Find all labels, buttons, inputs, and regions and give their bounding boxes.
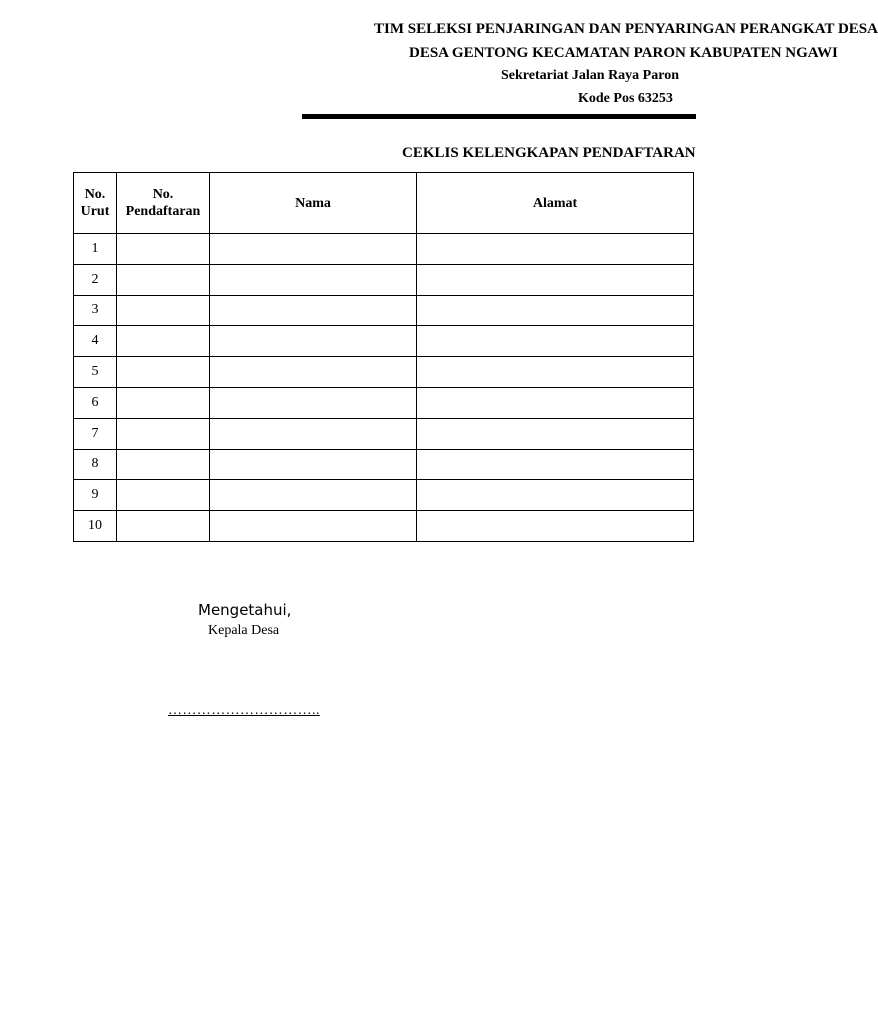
cell-no-pendaftaran: [117, 480, 210, 511]
table-row: [74, 357, 694, 388]
header-no-pendaftaran: [117, 173, 210, 234]
document-title-area: [300, 142, 694, 164]
cell-no-pendaftaran: [117, 357, 210, 388]
cell-nama: [210, 511, 417, 542]
cell-nama: [210, 480, 417, 511]
cell-alamat: [417, 295, 694, 326]
header-alamat: Alamat: [417, 173, 694, 234]
cell-nama: [210, 295, 417, 326]
cell-alamat: [417, 449, 694, 480]
header-no-pendaftaran-line2: Pendaftaran: [125, 204, 201, 219]
table-row: [74, 511, 694, 542]
table-row: [74, 480, 694, 511]
table-row: [74, 387, 694, 418]
cell-no-urut: 9: [74, 480, 117, 511]
cell-alamat: [417, 326, 694, 357]
cell-no-urut: 5: [74, 357, 117, 388]
cell-nama: [210, 449, 417, 480]
cell-no-pendaftaran: [117, 511, 210, 542]
cell-no-pendaftaran: [117, 234, 210, 265]
cell-alamat: [417, 264, 694, 295]
cell-nama: [210, 357, 417, 388]
registration-checklist-table: [73, 172, 694, 542]
cell-no-pendaftaran: [117, 295, 210, 326]
cell-alamat: [417, 480, 694, 511]
letterhead: [300, 16, 878, 126]
table-row: [74, 418, 694, 449]
cell-no-urut: 4: [74, 326, 117, 357]
cell-nama: [210, 387, 417, 418]
cell-nama: [210, 418, 417, 449]
letterhead-postal-code: Kode Pos 63253: [578, 91, 673, 106]
cell-no-urut: 3: [74, 295, 117, 326]
cell-no-pendaftaran: [117, 326, 210, 357]
table-row: [74, 449, 694, 480]
cell-no-pendaftaran: [117, 264, 210, 295]
cell-alamat: [417, 357, 694, 388]
header-no-urut: [74, 173, 117, 234]
document-title: CEKLIS KELENGKAPAN PENDAFTARAN: [402, 145, 696, 161]
header-no-urut-line1: No.: [84, 187, 106, 202]
letterhead-village-district: DESA GENTONG KECAMATAN PARON KABUPATEN NGAWI: [409, 45, 838, 61]
header-no-pendaftaran-line1: No.: [152, 187, 174, 202]
cell-alamat: [417, 511, 694, 542]
table-header-row: [74, 173, 694, 234]
cell-no-pendaftaran: [117, 387, 210, 418]
table-row: [74, 264, 694, 295]
cell-alamat: [417, 418, 694, 449]
cell-no-urut: 2: [74, 264, 117, 295]
cell-no-urut: 1: [74, 234, 117, 265]
cell-nama: [210, 326, 417, 357]
cell-alamat: [417, 387, 694, 418]
letterhead-committee-name: TIM SELEKSI PENJARINGAN DAN PENYARINGAN PERANGKAT DESA: [374, 21, 878, 37]
cell-no-urut: 10: [74, 511, 117, 542]
cell-no-urut: 8: [74, 449, 117, 480]
cell-alamat: [417, 234, 694, 265]
table-row: [74, 326, 694, 357]
table-row: [74, 234, 694, 265]
table-row: [74, 295, 694, 326]
letterhead-divider: [302, 114, 696, 119]
cell-nama: [210, 264, 417, 295]
header-nama: Nama: [210, 173, 417, 234]
signature-role: Kepala Desa: [208, 623, 280, 638]
cell-no-pendaftaran: [117, 418, 210, 449]
cell-no-pendaftaran: [117, 449, 210, 480]
letterhead-secretariat-address: Sekretariat Jalan Raya Paron: [501, 68, 679, 83]
signature-acknowledge-label: Mengetahui,: [198, 601, 292, 619]
cell-nama: [210, 234, 417, 265]
cell-no-urut: 6: [74, 387, 117, 418]
header-no-urut-line2: Urut: [80, 204, 110, 219]
cell-no-urut: 7: [74, 418, 117, 449]
signature-name-line: …………………………..: [168, 703, 320, 718]
